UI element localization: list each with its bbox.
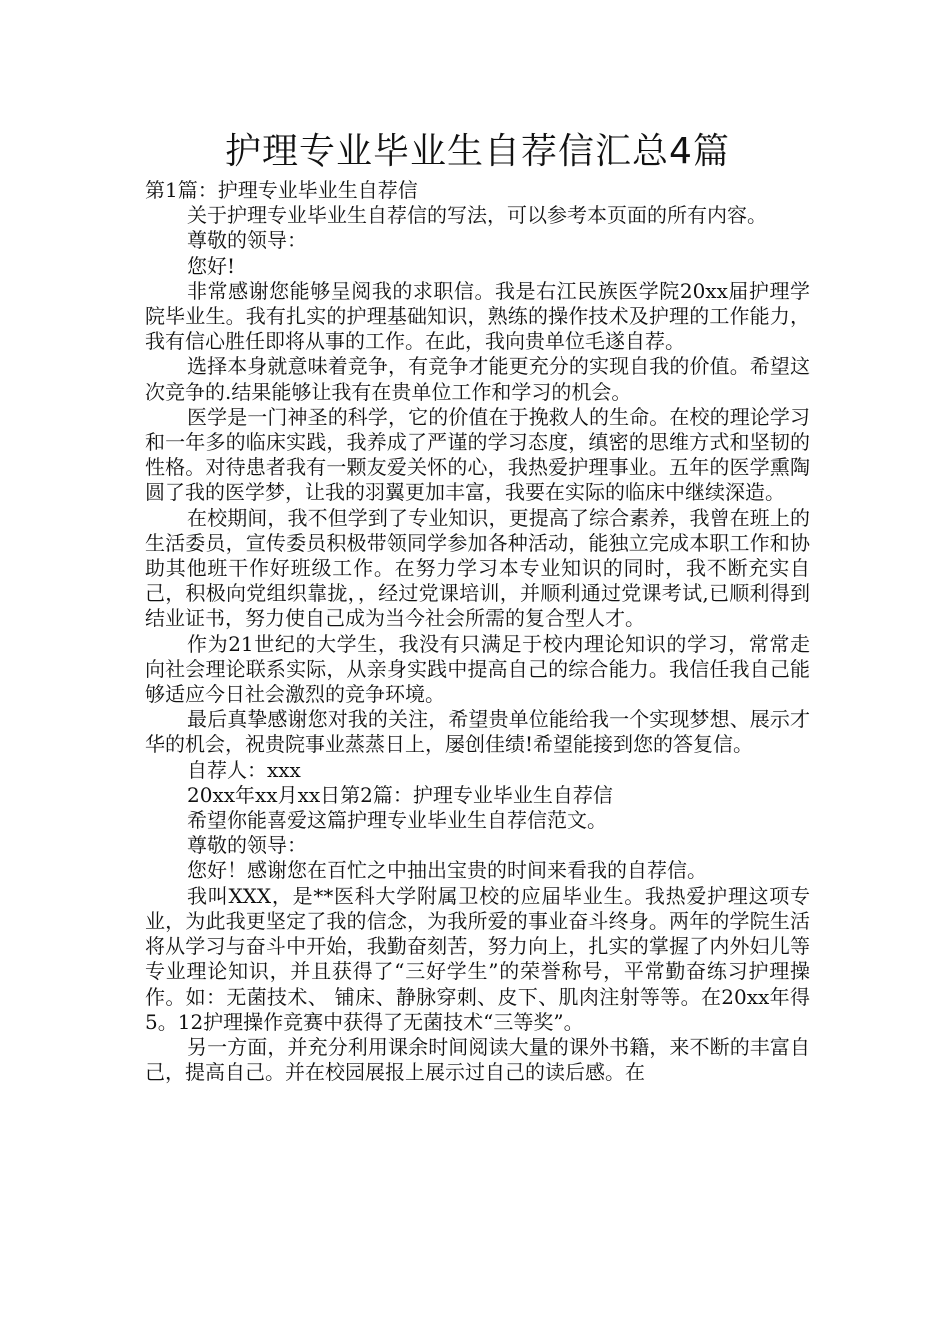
paragraph: 20xx年xx月xx日第2篇：护理专业毕业生自荐信 [187,782,613,807]
paragraph: 希望你能喜爱这篇护理专业毕业生自荐信范文。 [187,808,607,833]
document-page [145,128,810,1085]
paragraph: 非常感谢您能够呈阅我的求职信。我是右江民族医学院20xx届护理学院毕业生。我有扎实的护理基础知识，熟练的操作技术及护理的工作能力，我有信心胜任即将从事的工作。在此，我向贵单位毛遂自荐。 [145,278,810,354]
paragraph: 另一方面，并充分利用课余时间阅读大量的课外书籍，来不断的丰富自己，提高自己。并在校园展报上展示过自己的读后感。在 [145,1034,810,1085]
paragraph: 在校期间，我不但学到了专业知识，更提高了综合素养，我曾在班上的生活委员，宣传委员积极带领同学参加各种活动，能独立完成本职工作和协助其他班干作好班级工作。在努力学习本专业知识的同时，我不断充实自己，积极向党组织靠拢，，经过党课培训，并顺利通过党课考试,已顺利得到结业证书，努力使自己成为当今社会所需的复合型人才。 [145,505,810,631]
paragraph: 作为21世纪的大学生，我没有只满足于校内理论知识的学习，常常走向社会理论联系实际，从亲身实践中提高自己的综合能力。我信任我自己能够适应今日社会激烈的竞争环境。 [145,631,810,707]
paragraph: 我叫XXX，是**医科大学附属卫校的应届毕业生。我热爱护理这项专业，为此我更坚定了我的信念，为我所爱的事业奋斗终身。两年的学院生活将从学习与奋斗中开始，我勤奋刻苦，努力向上，扎实的掌握了内外妇儿等专业理论知识，并且获得了“三好学生”的荣誉称号，平常勤奋练习护理操作。如：无菌技术、 铺床、静脉穿刺、皮下、肌肉注射等等。在20xx年得5。12护理操作竞赛中获得了无菌技术“三等奖”。 [145,883,810,1034]
paragraph: 医学是一门神圣的科学，它的价值在于挽救人的生命。在校的理论学习和一年多的临床实践，我养成了严谨的学习态度，缜密的思维方式和坚韧的性格。对待患者我有一颗友爱关怀的心，我热爱护理事业。五年的医学熏陶圆了我的医学梦，让我的羽翼更加丰富，我要在实际的临床中继续深造。 [145,404,810,505]
paragraph: 尊敬的领导： [187,228,307,253]
paragraph: 最后真挚感谢您对我的关注，希望贵单位能给我一个实现梦想、展示才华的机会，祝贵院事业蒸蒸日上，屡创佳绩!希望能接到您的答复信。 [145,707,810,757]
paragraph: 自荐人：xxx [187,757,301,782]
paragraph: 您好! [187,253,236,278]
paragraph: 第1篇：护理专业毕业生自荐信 [145,178,418,202]
document-body [145,178,810,1085]
paragraph: 选择本身就意味着竞争，有竞争才能更充分的实现自我的价值。希望这次竞争的.结果能够让我有在贵单位工作和学习的机会。 [145,354,810,404]
paragraph: 尊敬的领导： [187,833,307,858]
paragraph: 您好！感谢您在百忙之中抽出宝贵的时间来看我的自荐信。 [187,858,707,883]
paragraph: 关于护理专业毕业生自荐信的写法，可以参考本页面的所有内容。 [187,203,767,228]
document-title: 护理专业毕业生自荐信汇总4篇 [225,131,730,172]
